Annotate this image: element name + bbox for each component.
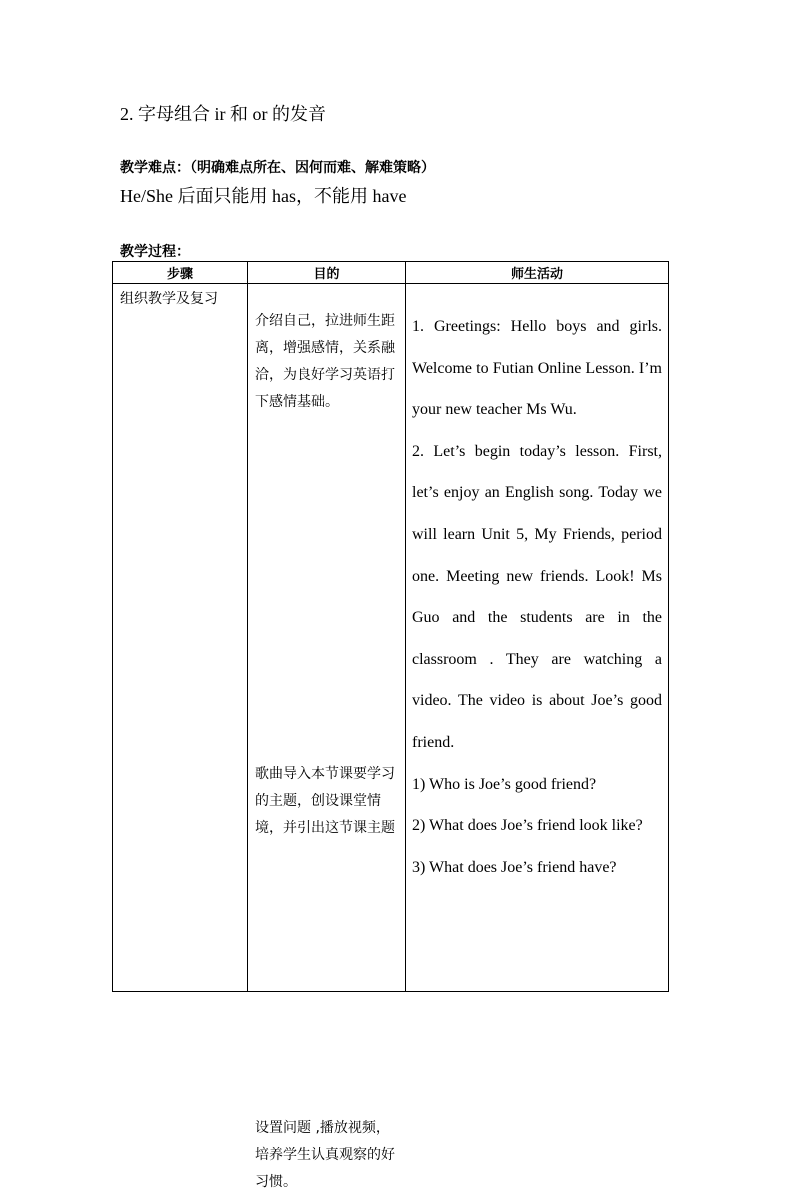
process-table (112, 261, 669, 1190)
pronunciation-line: 2. 字母组合 ir 和 or 的发音 (120, 104, 326, 124)
activity-paragraph: 2. Let’s begin today’s lesson. First, let’s enjoy an English song. Today we will learn Unit 5, My Friends, period one. Meeting new friends. Look! Ms Guo and the students are in the classroom . They are watching a video. The video is about Joe’s good friend. (412, 442, 662, 751)
header-activity: 师生活动 (406, 262, 669, 284)
purpose-cell (248, 284, 406, 1190)
activity-question: 3) What does Joe’s friend have? (412, 858, 617, 876)
activity-question: 2) What does Joe’s friend look like? (412, 817, 643, 835)
activity-paragraph: 1. Greetings: Hello boys and girls. Welcome to Futian Online Lesson. I’m your new teacher Ms Wu. (412, 318, 662, 419)
activity-cell (406, 284, 669, 992)
header-purpose: 目的 (248, 262, 406, 284)
table-row (113, 284, 669, 992)
header-step: 步骤 (113, 262, 248, 284)
purpose-text: 设置问题 ,播放视频，培养学生认真观察的好习惯。 (255, 1120, 395, 1190)
activity-question: 1) Who is Joe’s good friend? (412, 775, 597, 793)
difficulty-text: He/She 后面只能用 has，不能用 have (120, 186, 407, 206)
table-header-row (113, 262, 669, 284)
process-heading: 教学过程： (120, 244, 190, 260)
step-cell: 组织教学及复习 (113, 284, 248, 992)
difficulty-heading: 教学难点：（明确难点所在、因何而难、解难策略） (120, 160, 435, 176)
purpose-text: 介绍自己，拉进师生距离，增强感情，关系融洽，为良好学习英语打下感情基础。 (255, 313, 395, 410)
purpose-text: 歌曲导入本节课要学习的主题，创设课堂情境，并引出这节课主题 (255, 766, 395, 836)
